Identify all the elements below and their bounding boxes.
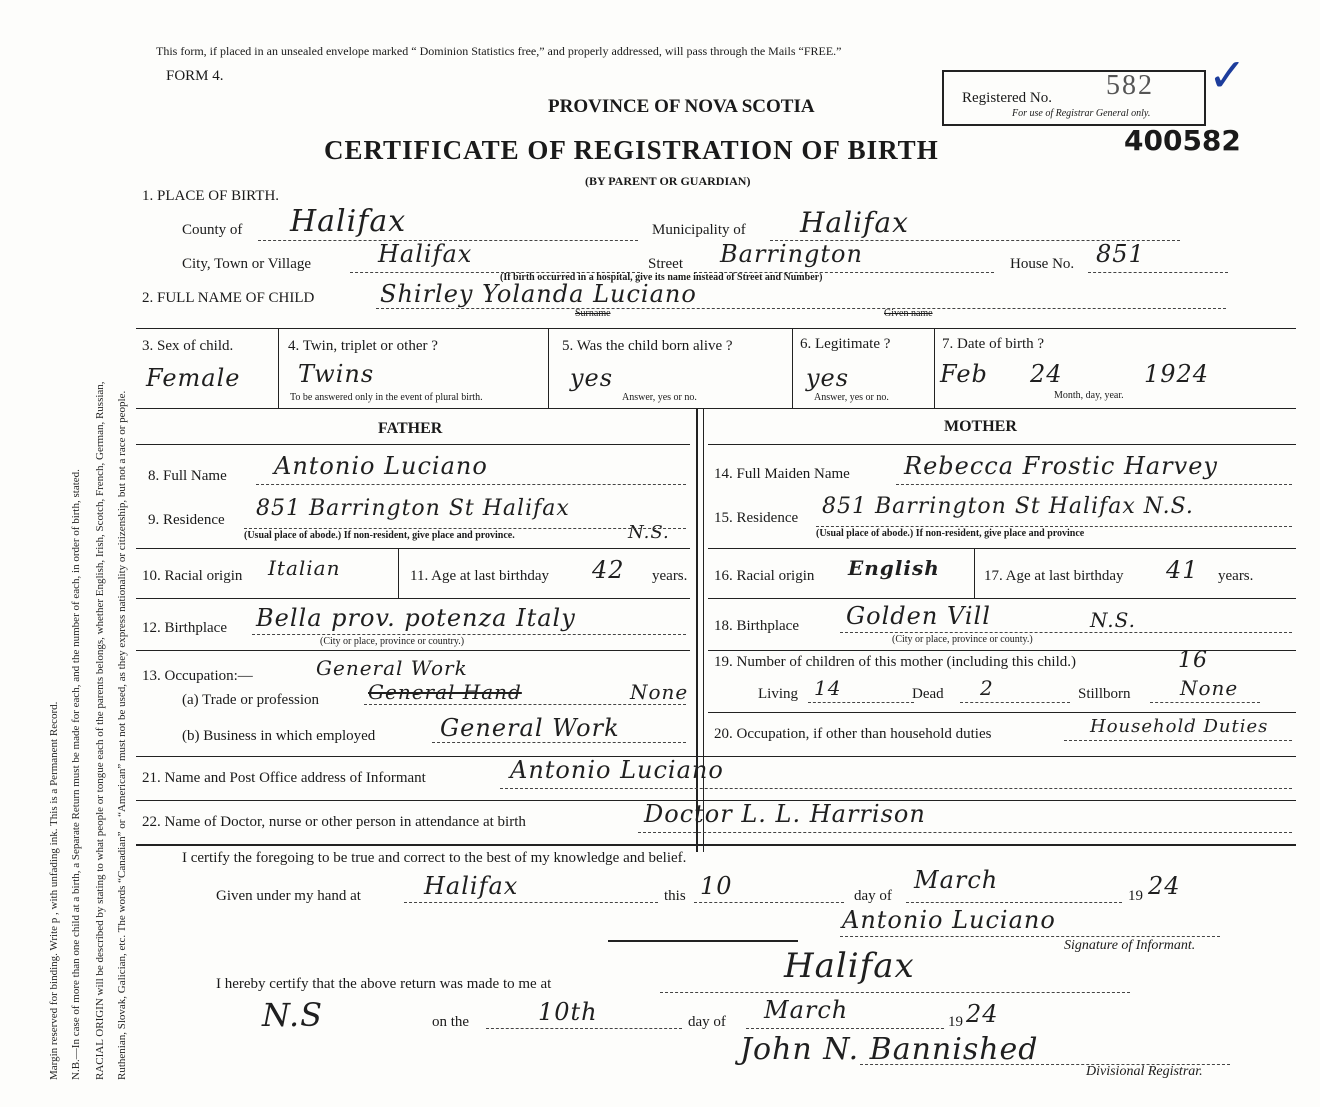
mother-birthplace-value: Golden Vill [846, 602, 991, 630]
twin-note: To be answered only in the event of plural birth. [290, 392, 483, 403]
house-label: House No. [1010, 256, 1075, 272]
on-the-label: on the [432, 1014, 470, 1030]
registrar-place-2: N.S [262, 996, 324, 1034]
father-name-value: Antonio Luciano [274, 452, 488, 480]
province-heading: PROVINCE OF NOVA SCOTIA [548, 96, 815, 117]
dob-day: 24 [1030, 360, 1063, 388]
nb-note: N.B.—In case of more than one child at a birth, a Separate Return must be made for each, and the number of each, in order of birth, stated. [70, 469, 82, 1080]
street-label: Street [648, 256, 683, 272]
mother-birthplace-value-2: N.S. [1090, 608, 1136, 632]
municipality-label: Municipality of [652, 222, 746, 238]
business-label: (b) Business in which employed [182, 728, 376, 744]
year-prefix: 19 [1128, 888, 1143, 904]
mother-heading: MOTHER [944, 418, 1017, 435]
surname-note: Surname [575, 308, 611, 319]
alive-label: 5. Was the child born alive ? [562, 338, 733, 354]
mother-occupation-value: Household Duties [1090, 716, 1269, 737]
living-label: Living [758, 686, 798, 702]
legitimate-label: 6. Legitimate ? [800, 336, 891, 352]
dead-label: Dead [912, 686, 944, 702]
registrar-signature: John N. Bannished [740, 1032, 1039, 1067]
county-value: Halifax [290, 204, 407, 239]
given-year-value: 24 [1148, 872, 1181, 900]
father-name-label: 8. Full Name [148, 468, 227, 484]
father-birthplace-note: (City or place, province or country.) [320, 636, 465, 647]
racial-note-2: Ruthenian, Slovak, Galician, etc. The words “Canadian” or “American” must not be used, as they express nationality or citizenship, but not a race or people. [116, 390, 128, 1080]
check-mark-icon: ✓ [1208, 48, 1247, 102]
father-residence-value-2: N.S. [628, 522, 670, 543]
father-residence-label: 9. Residence [148, 512, 225, 528]
mother-name-value: Rebecca Frostic Harvey [904, 452, 1218, 480]
father-race-value: Italian [268, 556, 341, 580]
given-place-value: Halifax [424, 872, 519, 900]
city-label: City, Town or Village [182, 256, 312, 272]
trade-label: (a) Trade or profession [182, 692, 320, 708]
father-birthplace-value: Bella prov. potenza Italy [256, 604, 576, 632]
mother-residence-note: (Usual place of abode.) If non-resident, give place and province [816, 528, 1085, 539]
given-name-note: Given name [884, 308, 933, 319]
registrar-year-value: 24 [966, 1000, 999, 1028]
registrar-place-value: Halifax [784, 946, 915, 986]
municipality-value: Halifax [800, 206, 909, 239]
handwritten-number: 400582 [1124, 124, 1241, 157]
dob-month: Feb [940, 360, 988, 388]
dob-label: 7. Date of birth ? [942, 336, 1045, 352]
informant-label: 21. Name and Post Office address of Informant [142, 770, 426, 786]
page-title: CERTIFICATE OF REGISTRATION OF BIRTH [324, 135, 939, 165]
signature-of-informant-label: Signature of Informant. [1064, 938, 1196, 953]
racial-note: RACIAL ORIGIN will be described by stating to what people or tongue each of the parents belongs, whether English, Irish, Scotch, French, German, Russian, [94, 381, 106, 1080]
father-residence-value: 851 Barrington St Halifax [256, 496, 570, 521]
business-value: General Work [440, 714, 620, 742]
this-label: this [664, 888, 686, 904]
mother-residence-label: 15. Residence [714, 510, 799, 526]
sex-label: 3. Sex of child. [142, 338, 234, 354]
street-value: Barrington [720, 240, 863, 268]
mother-race-value: English [848, 556, 940, 580]
dob-note: Month, day, year. [1054, 390, 1124, 401]
father-heading: FATHER [378, 420, 443, 437]
certify-statement: I certify the foregoing to be true and correct to the best of my knowledge and belief. [182, 850, 687, 866]
dob-year: 1924 [1144, 360, 1210, 388]
given-month-value: March [914, 866, 999, 894]
father-residence-note: (Usual place of abode.) If non-resident, give place and province. [244, 530, 515, 541]
father-race-label: 10. Racial origin [142, 568, 243, 584]
divisional-registrar-label: Divisional Registrar. [1086, 1064, 1203, 1079]
alive-value: yes [570, 364, 614, 392]
registrar-box-note: For use of Registrar General only. [1012, 108, 1151, 119]
sex-value: Female [146, 364, 241, 392]
registrar-day-value: 10th [538, 998, 598, 1026]
informant-value: Antonio Luciano [510, 756, 724, 784]
place-of-birth-label: 1. PLACE OF BIRTH. [142, 188, 280, 204]
legitimate-note: Answer, yes or no. [814, 392, 889, 403]
mother-name-label: 14. Full Maiden Name [714, 466, 850, 482]
stillborn-label: Stillborn [1078, 686, 1131, 702]
doctor-label: 22. Name of Doctor, nurse or other person in attendance at birth [142, 814, 526, 830]
mother-race-label: 16. Racial origin [714, 568, 815, 584]
doctor-value: Doctor L. L. Harrison [644, 800, 926, 828]
father-birthplace-label: 12. Birthplace [142, 620, 227, 636]
registered-number: 582 [1106, 70, 1154, 101]
form-number: FORM 4. [166, 68, 224, 84]
mother-residence-value: 851 Barrington St Halifax N.S. [822, 494, 1194, 519]
day-of-label: day of [854, 888, 892, 904]
mother-birthplace-note: (City or place, province or county.) [892, 634, 1033, 645]
given-day-value: 10 [700, 872, 733, 900]
trade-struck-value: General Hand [368, 680, 522, 704]
child-name-value: Shirley Yolanda Luciano [380, 280, 697, 308]
registrar-day-of-label: day of [688, 1014, 726, 1030]
trade-value: None [630, 680, 689, 704]
child-name-label: 2. FULL NAME OF CHILD [142, 290, 315, 306]
father-age-value: 42 [592, 556, 625, 584]
father-age-label: 11. Age at last birthday [410, 568, 549, 584]
informant-signature: Antonio Luciano [842, 906, 1056, 934]
margin-note: Margin reserved for binding. Write p , with unfading ink. This is a Permanent Record. [48, 701, 60, 1080]
mother-age-value: 41 [1166, 556, 1199, 584]
house-value: 851 [1096, 240, 1145, 268]
alive-note: Answer, yes or no. [622, 392, 697, 403]
living-value: 14 [814, 676, 842, 700]
city-value: Halifax [378, 240, 473, 268]
father-occupation-label: 13. Occupation:— [142, 668, 253, 684]
registrar-month-value: March [764, 996, 849, 1024]
father-years-label: years. [652, 568, 688, 584]
children-label: 19. Number of children of this mother (including this child.) [714, 654, 1077, 670]
mail-note: This form, if placed in an unsealed envelope marked “ Dominion Statistics free,” and properly addressed, will pass through the Mails “FREE.” [156, 44, 842, 58]
county-label: County of [182, 222, 243, 238]
page-subtitle: (BY PARENT OR GUARDIAN) [585, 174, 751, 188]
legitimate-value: yes [806, 364, 850, 392]
registered-no-label: Registered No. [962, 90, 1052, 106]
mother-age-label: 17. Age at last birthday [984, 568, 1124, 584]
hospital-note: (If birth occurred in a hospital, give its name instead of Street and Number) [500, 272, 823, 283]
father-occupation-value: General Work [316, 656, 468, 680]
given-under-label: Given under my hand at [216, 888, 361, 904]
stillborn-value: None [1180, 676, 1239, 700]
dead-value: 2 [980, 676, 994, 700]
twin-label: 4. Twin, triplet or other ? [288, 338, 438, 354]
children-value: 16 [1178, 648, 1208, 673]
twin-value: Twins [298, 360, 375, 388]
registrar-year-prefix: 19 [948, 1014, 963, 1030]
registrar-certify: I hereby certify that the above return was made to me at [216, 976, 552, 992]
mother-occupation-label: 20. Occupation, if other than household duties [714, 726, 992, 742]
mother-years-label: years. [1218, 568, 1254, 584]
mother-birthplace-label: 18. Birthplace [714, 618, 799, 634]
